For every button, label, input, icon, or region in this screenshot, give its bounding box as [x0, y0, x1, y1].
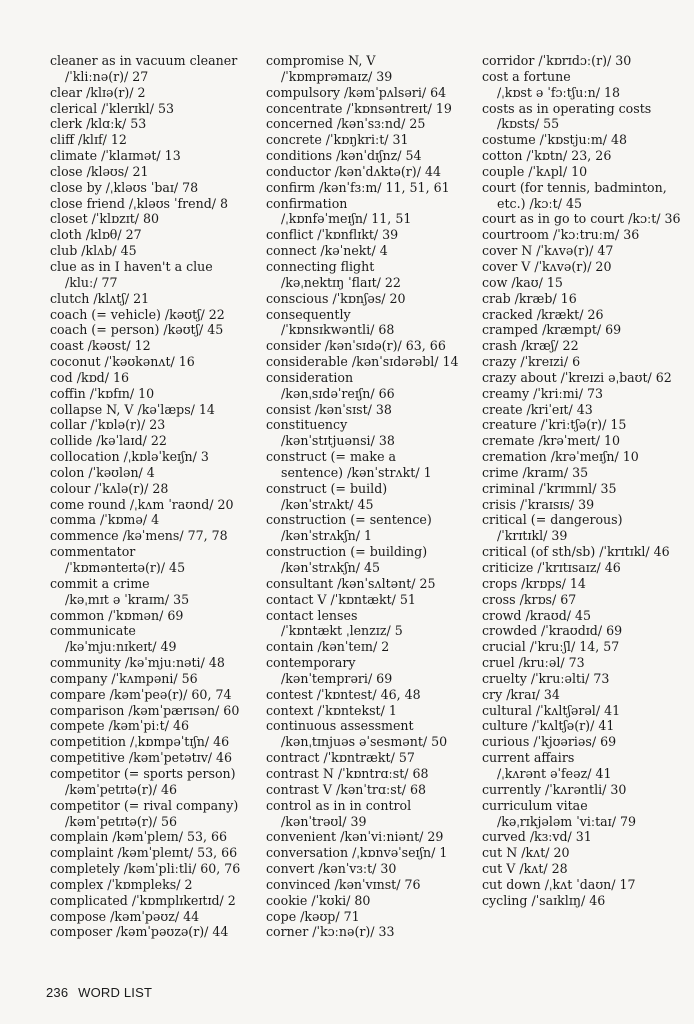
word-list-entry: consultant /kənˈsʌltənt/ 25: [266, 575, 436, 591]
word-list-entry: cultural /ˈkʌltʃərəl/ 41: [482, 702, 621, 718]
word-list-entry: /kəˌmɪt ə ˈkraɪm/ 35: [65, 591, 190, 607]
word-list-entry: control as in in control: [266, 797, 412, 813]
word-list-entry: /kənˈtrəʊl/ 39: [281, 813, 367, 829]
word-list-entry: cover V /ˈkʌvə(r)/ 20: [482, 258, 612, 274]
word-list-entry: /kənˈstrʌkʃn/ 1: [281, 528, 372, 544]
section-title: WORD LIST: [78, 985, 153, 1000]
word-list-entry: crazy /ˈkreɪzi/ 6: [482, 354, 581, 370]
word-list-entry: company /ˈkʌmpəni/ 56: [50, 670, 198, 686]
word-list-entry: construct (= make a: [266, 449, 397, 465]
word-list-entry: /ˈkɒmənteɪtə(r)/ 45: [65, 560, 186, 575]
word-list-entry: /ˈkɒnsɪkwəntli/ 68: [281, 322, 395, 338]
word-list-entry: competitive /kəmˈpetətɪv/ 46: [50, 750, 233, 766]
word-list-entry: /kɒsts/ 55: [497, 116, 560, 132]
word-list-entry: /kənˈstɪtjuənsi/ 38: [281, 433, 395, 449]
word-list-entry: colon /ˈkəʊlən/ 4: [50, 464, 155, 480]
word-list-entry: consideration: [266, 369, 354, 385]
word-list-entry: clear /klɪə(r)/ 2: [50, 84, 146, 100]
word-list-entry: clerical /ˈklerɪkl/ 53: [50, 100, 174, 116]
word-list-entry: collocation /ˌkɒləˈkeɪʃn/ 3: [50, 449, 209, 465]
word-list-entry: crash /kræʃ/ 22: [482, 338, 579, 354]
word-list-entry: crab /kræb/ 16: [482, 290, 577, 306]
word-list-entry: collide /kəˈlaɪd/ 22: [50, 433, 167, 449]
word-list-entry: commit a crime: [50, 575, 150, 591]
word-list-entry: cut down /ˌkʌt ˈdaʊn/ 17: [482, 876, 636, 892]
word-list-entry: confirm /kənˈfɜːm/ 11, 51, 61: [266, 179, 450, 195]
word-list-entry: /ˈkɒntækt ˌlenzɪz/ 5: [281, 623, 403, 639]
word-list-entry: creature /ˈkriːtʃə(r)/ 15: [482, 417, 627, 433]
word-list-entry: cleaner as in vacuum cleaner: [50, 53, 238, 68]
word-list-entry: collar /ˈkɒlə(r)/ 23: [50, 417, 166, 433]
word-list-entry: cope /kəʊp/ 71: [266, 908, 360, 924]
word-list-entry: compare /kəmˈpeə(r)/ 60, 74: [50, 686, 232, 702]
word-list-entry: coach (= person) /kəʊtʃ/ 45: [50, 322, 224, 338]
word-list-entry: cycling /ˈsaɪklɪŋ/ 46: [482, 892, 606, 908]
word-list-entry: cookie /ˈkʊki/ 80: [266, 892, 371, 908]
word-list-entry: cut V /kʌt/ 28: [482, 861, 568, 877]
word-list-entry: conductor /kənˈdʌktə(r)/ 44: [266, 163, 441, 179]
word-list-entry: contemporary: [266, 655, 356, 671]
word-list-entry: cover N /ˈkʌvə(r)/ 47: [482, 243, 614, 259]
word-list-entry: competition /ˌkɒmpəˈtɪʃn/ 46: [50, 734, 230, 750]
word-list-entry: comma /ˈkɒmə/ 4: [50, 512, 160, 528]
word-list-entry: etc.) /kɔːt/ 45: [497, 195, 582, 211]
word-list-entry: consist /kənˈsɪst/ 38: [266, 401, 392, 417]
word-list-entry: court (for tennis, badminton,: [482, 179, 667, 195]
word-list-entry: curriculum vitae: [482, 797, 588, 813]
word-list-entry: conversation /ˌkɒnvəˈseɪʃn/ 1: [266, 845, 448, 861]
word-list-entry: cloth /klɒθ/ 27: [50, 227, 142, 243]
word-list-entry: cow /kaʊ/ 15: [482, 274, 563, 290]
word-list-entry: corner /ˈkɔːnə(r)/ 33: [266, 924, 395, 940]
word-list-entry: critical (of sth/sb) /ˈkrɪtɪkl/ 46: [482, 544, 670, 560]
word-list-entry: concerned /kənˈsɜːnd/ 25: [266, 116, 426, 132]
word-list-entry: constituency: [266, 417, 348, 433]
word-list-entry: contrast V /kənˈtrɑːst/ 68: [266, 781, 427, 797]
word-list-entry: costume /ˈkɒstjuːm/ 48: [482, 132, 628, 148]
word-list-entry: crowded /ˈkraʊdɪd/ 69: [482, 623, 623, 639]
word-list-entry: common /ˈkɒmən/ 69: [50, 607, 184, 623]
word-list-entry: come round /ˌkʌm ˈraʊnd/ 20: [50, 496, 234, 512]
word-list-entry: cut N /kʌt/ 20: [482, 845, 570, 861]
word-list-entry: coast /kəʊst/ 12: [50, 338, 151, 354]
word-list-entry: cry /kraɪ/ 34: [482, 686, 560, 702]
word-list-entry: confirmation: [266, 195, 348, 211]
word-list-entry: community /kəˈmjuːnəti/ 48: [50, 655, 225, 671]
word-list-entry: construct (= build): [266, 480, 388, 496]
word-list-entry: culture /ˈkʌltʃə(r)/ 41: [482, 718, 615, 734]
word-list-entry: complain /kəmˈpleɪn/ 53, 66: [50, 829, 228, 845]
word-list-entry: /ˈkliːnə(r)/ 27: [65, 68, 149, 84]
word-list-entry: close by /ˌkləʊs ˈbaɪ/ 78: [50, 179, 199, 195]
word-list-entry: club /klʌb/ 45: [50, 243, 137, 259]
word-list-entry: compulsory /kəmˈpʌlsəri/ 64: [266, 84, 447, 100]
word-list-column-1: [50, 53, 260, 940]
word-list-entry: climate /ˈklaɪmət/ 13: [50, 148, 181, 164]
word-list-entry: /kənˌtɪnjuəs əˈsesmənt/ 50: [281, 734, 448, 750]
word-list-entry: /ˌkɒnfəˈmeɪʃn/ 11, 51: [281, 211, 412, 227]
word-list-entry: /kənˈstrʌkʃn/ 45: [281, 560, 380, 575]
word-list-entry: composer /kəmˈpəʊzə(r)/ 44: [50, 924, 229, 940]
word-list-entry: /ˈkɒmprəmaɪz/ 39: [281, 68, 393, 84]
word-list-entry: concrete /ˈkɒŋkriːt/ 31: [266, 132, 409, 148]
word-list-entry: construction (= building): [266, 544, 428, 560]
word-list-entry: cliff /klɪf/ 12: [50, 132, 127, 148]
word-list-entry: create /kriˈeɪt/ 43: [482, 401, 593, 417]
word-list-entry: /kənˈstrʌkt/ 45: [281, 496, 374, 512]
word-list-entry: /kənˈtemprəri/ 69: [281, 670, 393, 686]
word-list-entry: costs as in operating costs: [482, 100, 652, 116]
word-list-entry: clue as in I haven't a clue: [50, 258, 213, 274]
word-list-entry: communicate: [50, 623, 136, 639]
word-list-entry: clutch /klʌtʃ/ 21: [50, 290, 150, 306]
word-list-entry: curved /kɜːvd/ 31: [482, 829, 592, 845]
word-list-entry: collapse N, V /kəˈlæps/ 14: [50, 401, 215, 417]
word-list-entry: coffin /ˈkɒfɪn/ 10: [50, 385, 155, 401]
word-list-entry: crowd /kraʊd/ 45: [482, 607, 592, 623]
word-list-entry: crisis /ˈkraɪsɪs/ 39: [482, 496, 595, 512]
word-list-entry: /kəmˈpetɪtə(r)/ 56: [65, 813, 177, 829]
word-list-entry: cremate /krəˈmeɪt/ 10: [482, 433, 621, 449]
word-list-entry: considerable /kənˈsɪdərəbl/ 14: [266, 354, 459, 370]
word-list-entry: consequently: [266, 306, 351, 322]
word-list-entry: closet /ˈklɒzɪt/ 80: [50, 211, 160, 227]
word-list-entry: current affairs: [482, 750, 575, 766]
word-list-entry: crucial /ˈkruːʃl/ 14, 57: [482, 639, 620, 655]
word-list-entry: close friend /ˌkləʊs ˈfrend/ 8: [50, 195, 229, 211]
word-list-entry: compromise N, V: [266, 53, 376, 68]
word-list-entry: competitor (= sports person): [50, 765, 236, 781]
word-list-entry: /ˌkɒst ə ˈfɔːtʃuːn/ 18: [497, 84, 621, 100]
word-list-entry: coconut /ˈkəʊkənʌt/ 16: [50, 354, 195, 370]
word-list-entry: contain /kənˈteɪn/ 2: [266, 639, 390, 655]
word-list-entry: complex /ˈkɒmpleks/ 2: [50, 876, 193, 892]
word-list-entry: contact V /ˈkɒntækt/ 51: [266, 591, 416, 607]
word-list-entry: colour /ˈkʌlə(r)/ 28: [50, 480, 169, 496]
word-list-entry: coach (= vehicle) /kəʊtʃ/ 22: [50, 306, 225, 322]
word-list-entry: cremation /krəˈmeɪʃn/ 10: [482, 449, 639, 465]
page-footer: [46, 985, 152, 1000]
word-list-entry: continuous assessment: [266, 718, 414, 734]
word-list-entry: /kluː/ 77: [65, 274, 118, 290]
word-list-entry: competitor (= rival company): [50, 797, 239, 813]
word-list-entry: critical (= dangerous): [482, 512, 623, 528]
word-list-entry: curious /ˈkjʊəriəs/ 69: [482, 734, 617, 750]
word-list-entry: /kənˌsɪdəˈreɪʃn/ 66: [281, 385, 395, 401]
word-list-entry: connect /kəˈnekt/ 4: [266, 243, 388, 259]
word-list-entry: sentence) /kənˈstrʌkt/ 1: [281, 464, 432, 480]
word-list-entry: consider /kənˈsɪdə(r)/ 63, 66: [266, 338, 446, 354]
word-list-entry: construction (= sentence): [266, 512, 432, 528]
word-list-entry: cruelty /ˈkruːəlti/ 73: [482, 670, 610, 686]
word-list-entry: corridor /ˈkɒrɪdɔː(r)/ 30: [482, 53, 632, 68]
word-list-entry: close /kləʊs/ 21: [50, 163, 149, 179]
word-list-entry: connecting flight: [266, 258, 375, 274]
word-list-entry: courtroom /ˈkɔːtruːm/ 36: [482, 227, 640, 243]
word-list-entry: conscious /ˈkɒnʃəs/ 20: [266, 290, 406, 306]
word-list-entry: cracked /krækt/ 26: [482, 306, 604, 322]
word-list-entry: /ˈkrɪtɪkl/ 39: [497, 528, 568, 544]
word-list-entry: convenient /kənˈviːniənt/ 29: [266, 829, 444, 845]
word-list-entry: complaint /kəmˈpleɪnt/ 53, 66: [50, 845, 238, 861]
word-list-entry: cramped /kræmpt/ 69: [482, 322, 622, 338]
word-list-entry: conditions /kənˈdɪʃnz/ 54: [266, 148, 422, 164]
word-list-entry: cotton /ˈkɒtn/ 23, 26: [482, 148, 612, 164]
word-list-entry: /ˌkʌrənt əˈfeəz/ 41: [497, 765, 612, 781]
word-list-entry: /kəˈmjuːnɪkeɪt/ 49: [65, 639, 177, 655]
word-list-entry: conflict /ˈkɒnflɪkt/ 39: [266, 227, 399, 243]
word-list-entry: crazy about /ˈkreɪzi əˌbaʊt/ 62: [482, 369, 672, 385]
word-list-entry: contest /ˈkɒntest/ 46, 48: [266, 686, 421, 702]
word-list-entry: completely /kəmˈpliːtli/ 60, 76: [50, 861, 241, 877]
word-list-entry: complicated /ˈkɒmplɪkeɪtɪd/ 2: [50, 892, 236, 908]
word-list-entry: court as in go to court /kɔːt/ 36: [482, 211, 681, 227]
word-list-entry: couple /ˈkʌpl/ 10: [482, 163, 588, 179]
word-list-entry: cross /krɒs/ 67: [482, 591, 577, 607]
word-list-entry: commentator: [50, 544, 136, 560]
word-list-entry: convert /kənˈvɜːt/ 30: [266, 861, 397, 877]
word-list-entry: cod /kɒd/ 16: [50, 369, 129, 385]
word-list-entry: cost a fortune: [482, 68, 571, 84]
word-list-entry: clerk /klɑːk/ 53: [50, 116, 147, 132]
word-list-entry: comparison /kəmˈpærɪsən/ 60: [50, 702, 240, 718]
word-list-entry: compete /kəmˈpiːt/ 46: [50, 718, 190, 734]
word-list-entry: criminal /ˈkrɪmɪnl/ 35: [482, 480, 617, 496]
word-list-entry: contact lenses: [266, 607, 358, 623]
page-number: 236: [46, 985, 69, 1000]
word-list-entry: currently /ˈkʌrəntli/ 30: [482, 781, 627, 797]
word-list-entry: convinced /kənˈvɪnst/ 76: [266, 876, 421, 892]
word-list-entry: /kəˌrɪkjələm ˈviːtaɪ/ 79: [497, 813, 636, 829]
word-list-entry: context /ˈkɒntekst/ 1: [266, 702, 397, 718]
word-list-entry: compose /kəmˈpəʊz/ 44: [50, 908, 200, 924]
word-list-entry: /kəmˈpetɪtə(r)/ 46: [65, 781, 177, 797]
word-list-entry: /kəˌnektɪŋ ˈflaɪt/ 22: [281, 274, 401, 290]
word-list-column-3: [482, 53, 688, 909]
word-list-entry: contract /ˈkɒntrækt/ 57: [266, 750, 415, 766]
word-list-entry: creamy /ˈkriːmi/ 73: [482, 385, 603, 401]
word-list-entry: contrast N /ˈkɒntrɑːst/ 68: [266, 765, 429, 781]
word-list-entry: crops /krɒps/ 14: [482, 575, 586, 591]
word-list-column-2: [266, 53, 476, 940]
word-list-entry: cruel /kruːəl/ 73: [482, 655, 585, 671]
word-list-entry: crime /kraɪm/ 35: [482, 464, 589, 480]
word-list-entry: concentrate /ˈkɒnsəntreɪt/ 19: [266, 100, 452, 116]
word-list-entry: criticize /ˈkrɪtɪsaɪz/ 46: [482, 560, 621, 575]
word-list-entry: commence /kəˈmens/ 77, 78: [50, 528, 228, 544]
